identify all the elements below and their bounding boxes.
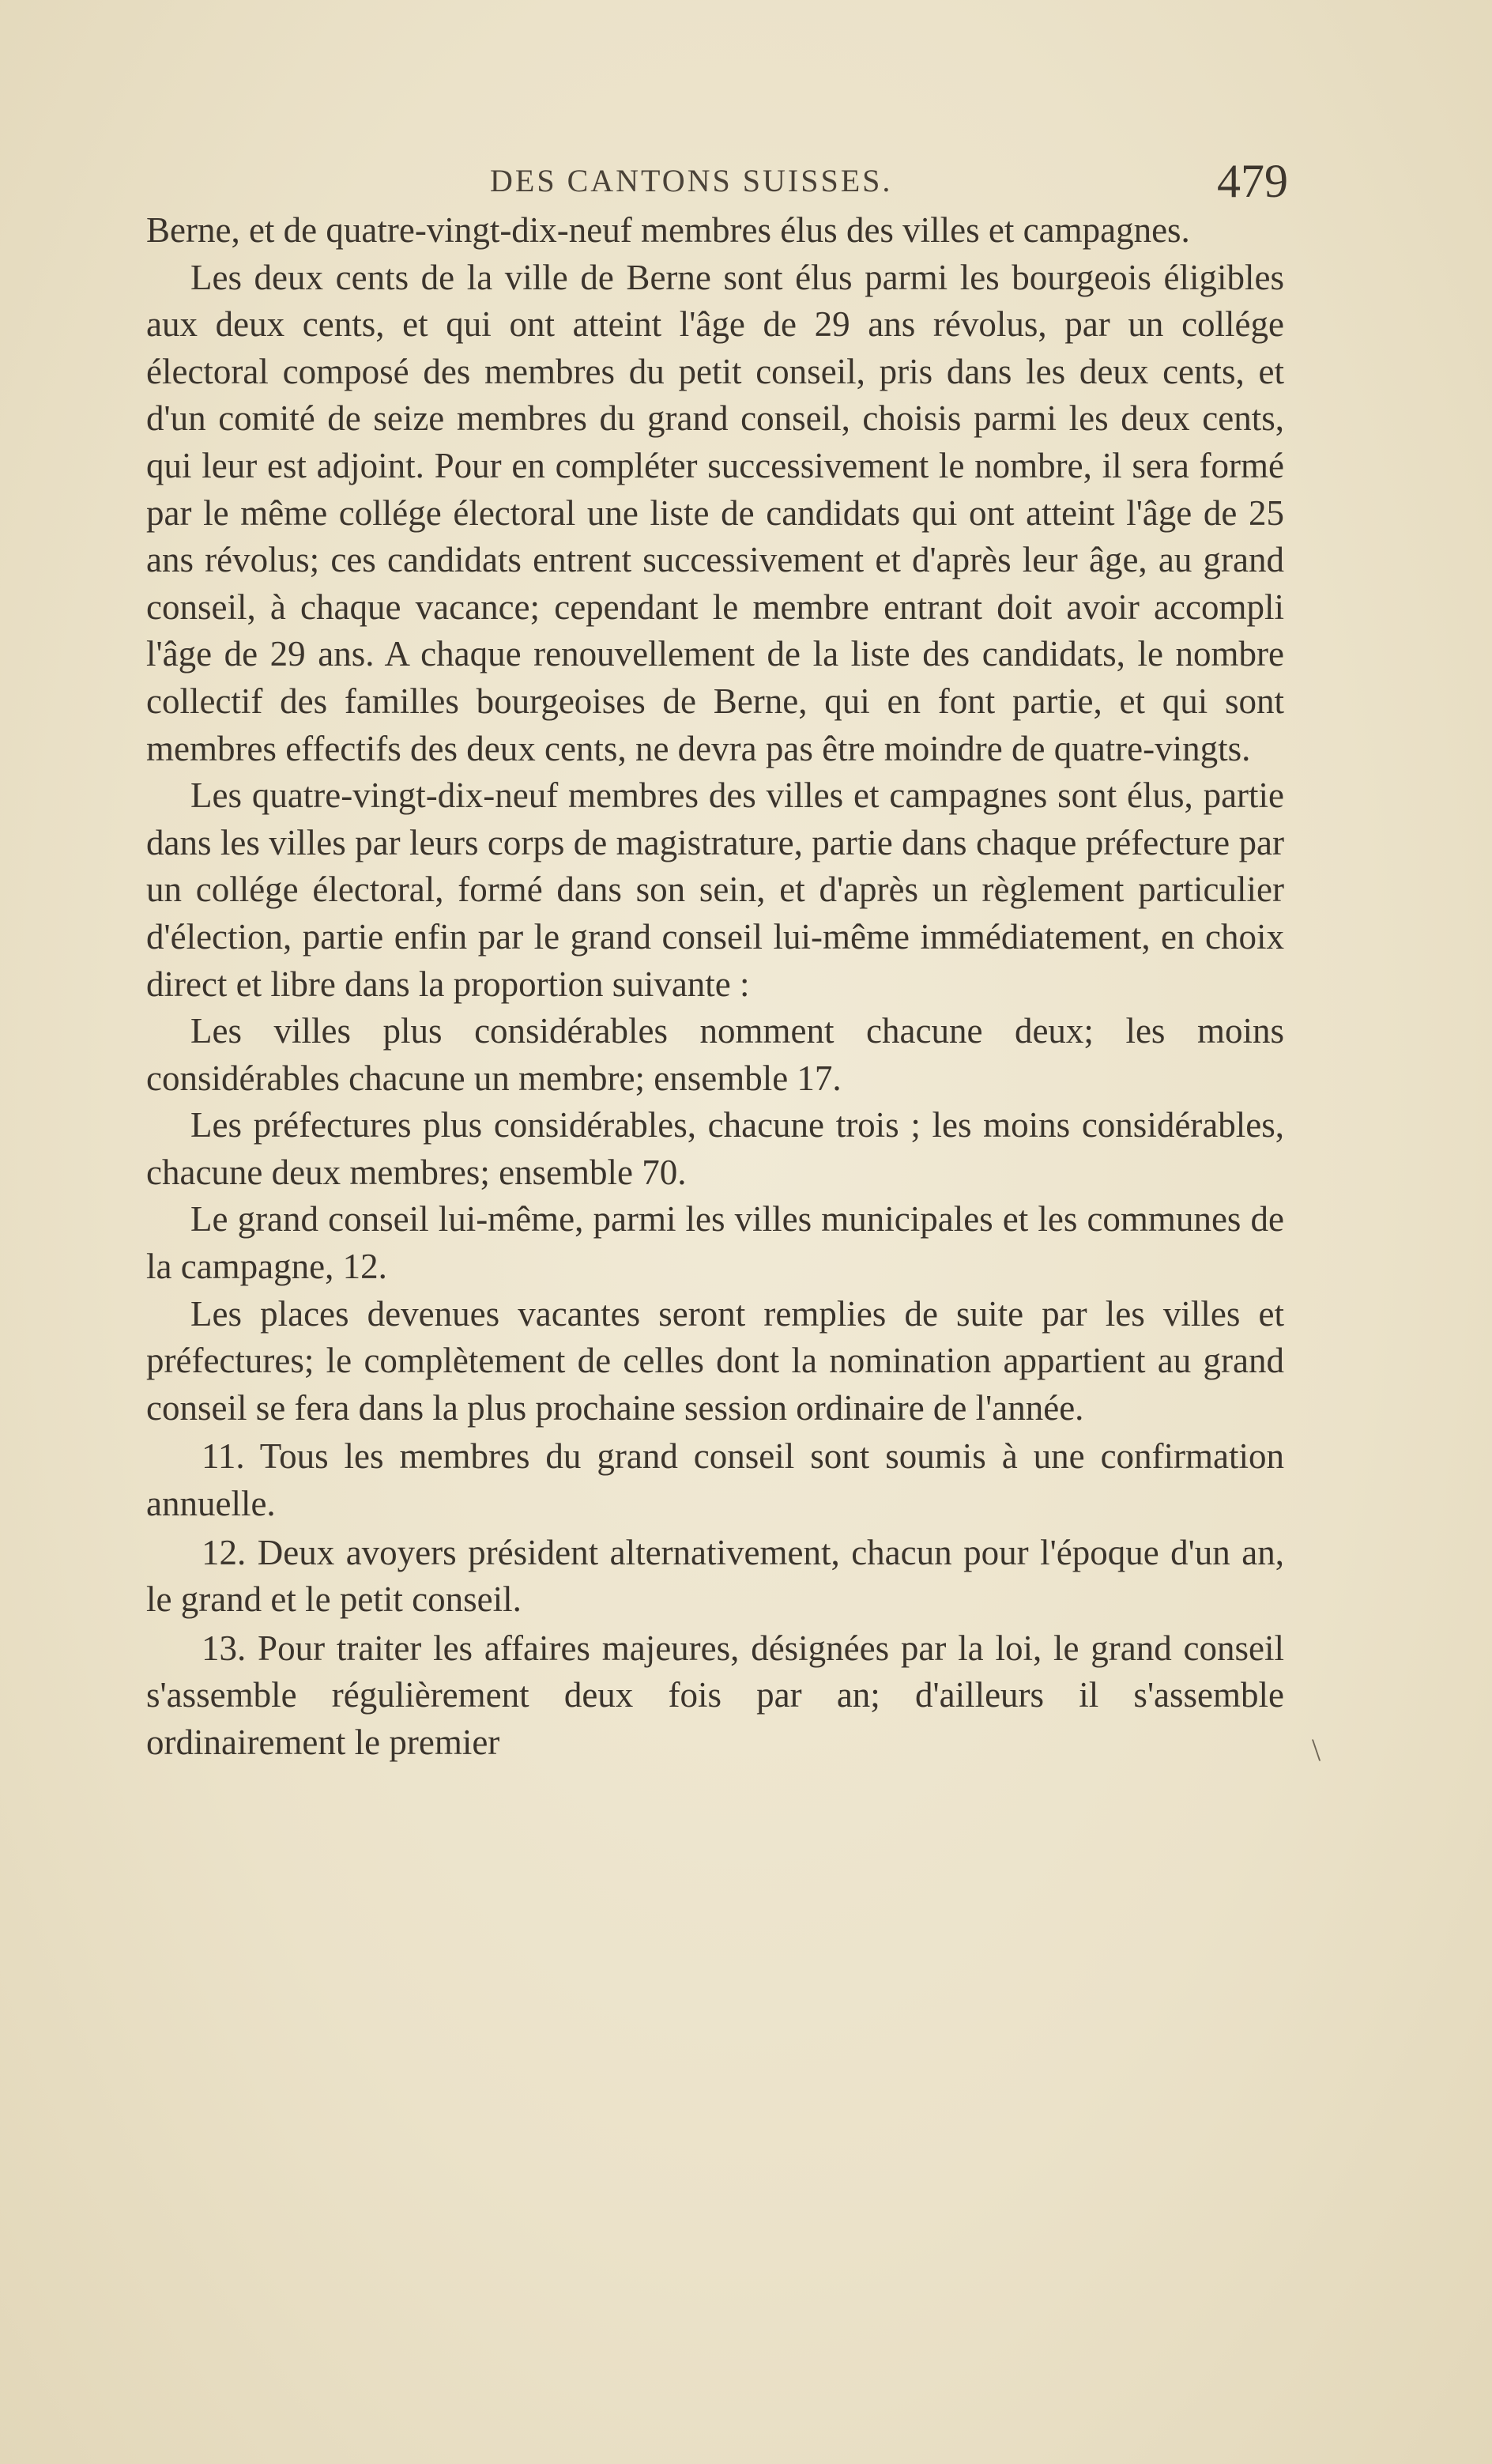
body-text [146, 207, 1284, 1767]
article-11: 11. Tous les membres du grand conseil sont soumis à une confirmation annuelle. [146, 1436, 1284, 1524]
paragraph-election-of-ninety-nine: Les quatre-vingt-dix-neuf membres des villes et campagnes sont élus, partie dans les villes par leurs corps de magistrature, partie dans chaque préfecture par un collége électoral, formé dans son sein, et d'après un règlement particulier d'élection, partie enfin par le grand conseil lui-même immédiatement, en choix direct et libre dans la proportion suivante : [146, 775, 1284, 1004]
margin-mark: \ [1312, 1732, 1321, 1768]
paragraph-continuation: Berne, et de quatre-vingt-dix-neuf membres élus des villes et campagnes. [146, 210, 1190, 250]
paragraph-vacancies: Les places devenues vacantes seront remplies de suite par les villes et préfectures; le complètement de celles dont la nomination appartient au grand conseil se fera dans la plus prochaine session ordinaire de l'année. [146, 1293, 1284, 1428]
article-13: 13. Pour traiter les affaires majeures, désignées par la loi, le grand conseil s'assemble régulièrement deux fois par an; d'ailleurs il s'assemble ordinairement le premier [146, 1628, 1284, 1762]
paragraph-election-of-two-hundred: Les deux cents de la ville de Berne sont élus parmi les bourgeois éligibles aux deux cents, et qui ont atteint l'âge de 29 ans révolus, par un collége électoral composé des membres du petit conseil, pris dans les deux cents, et d'un comité de seize membres du grand conseil, choisis parmi les deux cents, qui leur est adjoint. Pour en compléter successivement le nombre, il sera formé par le même collége électoral une liste de candidats qui ont atteint l'âge de 25 ans révolus; ces candidats entrent successivement et d'après leur âge, au grand conseil, à chaque vacance; cependant le membre entrant doit avoir accompli l'âge de 29 ans. A chaque renouvellement de la liste des candidats, le nombre collectif des familles bourgeoises de Berne, qui en font partie, et qui sont membres effectifs des deux cents, ne devra pas être moindre de quatre-vingts. [146, 257, 1284, 768]
running-head: DES CANTONS SUISSES. [490, 163, 893, 198]
paragraph-prefectures: Les préfectures plus considérables, chacune trois ; les moins considérables, chacune deux membres; ensemble 70. [146, 1105, 1284, 1192]
paragraph-grand-conseil: Le grand conseil lui-même, parmi les villes municipales et les communes de la campagne, 12. [146, 1199, 1284, 1287]
paragraph-villes: Les villes plus considérables nomment chacune deux; les moins considérables chacune un membre; ensemble 17. [146, 1011, 1284, 1098]
article-12: 12. Deux avoyers président alternativement, chacun pour l'époque d'un an, le grand et le petit conseil. [146, 1532, 1284, 1620]
page-number: 479 [1217, 155, 1288, 207]
